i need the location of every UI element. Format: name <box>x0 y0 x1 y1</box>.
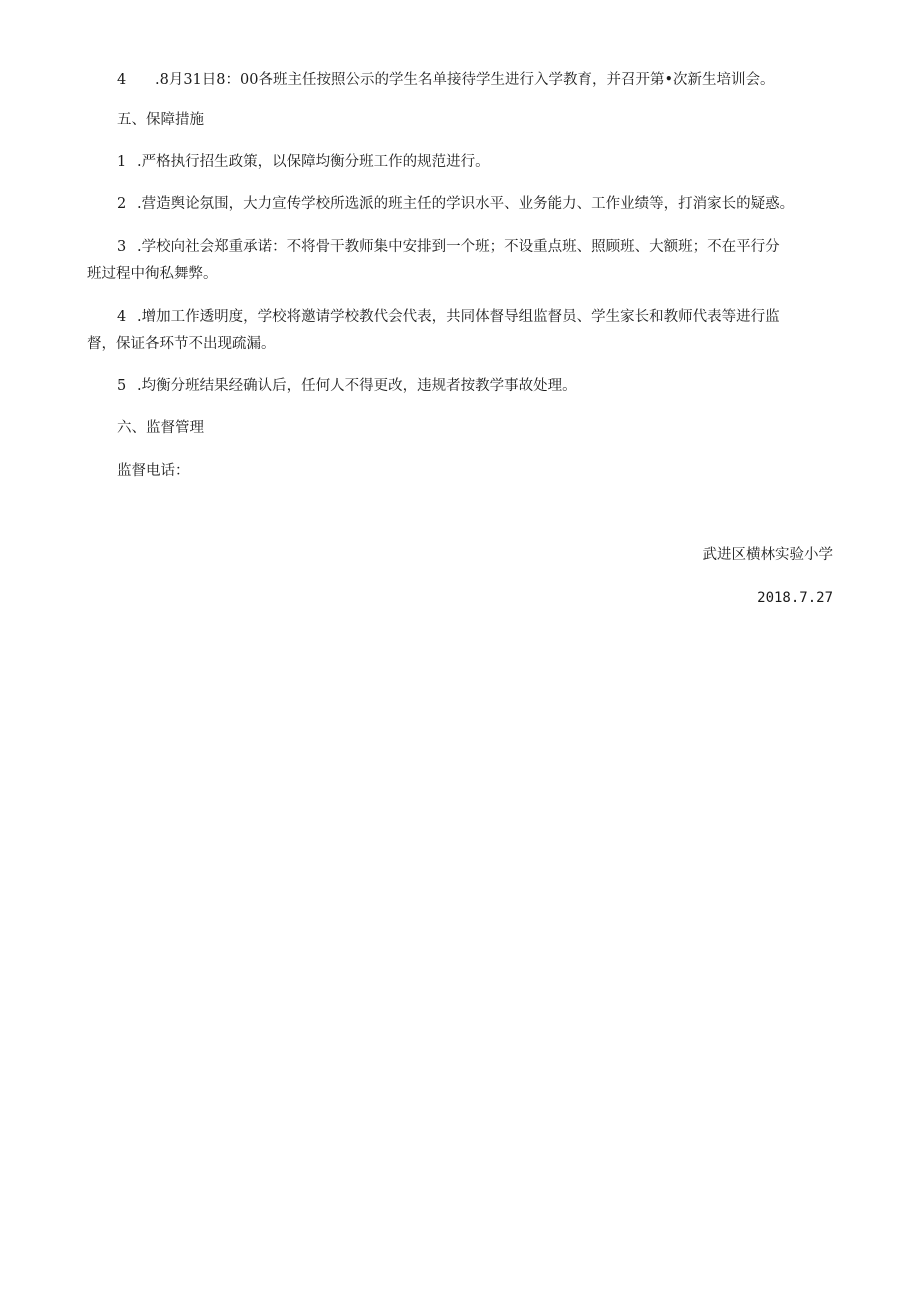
item-text: .严格执行招生政策，以保障均衡分班工作的规范进行。 <box>137 154 490 170</box>
paragraph-item-5 <box>117 376 577 396</box>
item-text: .8月31日8：00各班主任按照公示的学生名单接待学生进行入学教育，并召开第•次新生培训会。 <box>155 72 775 88</box>
item-number: 3 <box>117 239 127 255</box>
item-number: 4 <box>117 309 127 325</box>
paragraph-item-2 <box>117 194 794 214</box>
paragraph-item-3-continuation: 班过程中徇私舞弊。 <box>87 266 218 282</box>
paragraph-item-1 <box>117 152 490 172</box>
item-number: 1 <box>117 154 127 170</box>
paragraph-item-3 <box>117 237 780 257</box>
paragraph-item-4-continuation: 督，保证各环节不出现疏漏。 <box>87 336 276 352</box>
item-text: .营造舆论氛围，大力宣传学校所选派的班主任的学识水平、业务能力、工作业绩等，打消家长的疑惑。 <box>137 196 795 212</box>
item-number: 5 <box>117 378 127 394</box>
item-number: 4 <box>117 72 127 88</box>
supervision-phone-label: 监督电话： <box>117 463 190 479</box>
section-heading-supervision: 六、监督管理 <box>117 420 204 436</box>
item-number: 2 <box>117 196 127 212</box>
item-text: .学校向社会郑重承诺：不将骨干教师集中安排到一个班；不设重点班、照顾班、大额班；不在平行分 <box>137 239 780 255</box>
item-text: .均衡分班结果经确认后，任何人不得更改，违规者按教学事故处理。 <box>137 378 577 394</box>
paragraph-item-4 <box>117 307 780 327</box>
signature-school-name: 武进区横林实验小学 <box>702 547 833 563</box>
paragraph-item-4-schedule <box>117 70 775 90</box>
signature-date: 2018.7.27 <box>757 590 833 606</box>
item-text: .增加工作透明度，学校将邀请学校教代会代表，共同体督导组监督员、学生家长和教师代表等进行监 <box>137 309 780 325</box>
section-heading-safeguards: 五、保障措施 <box>117 112 204 128</box>
